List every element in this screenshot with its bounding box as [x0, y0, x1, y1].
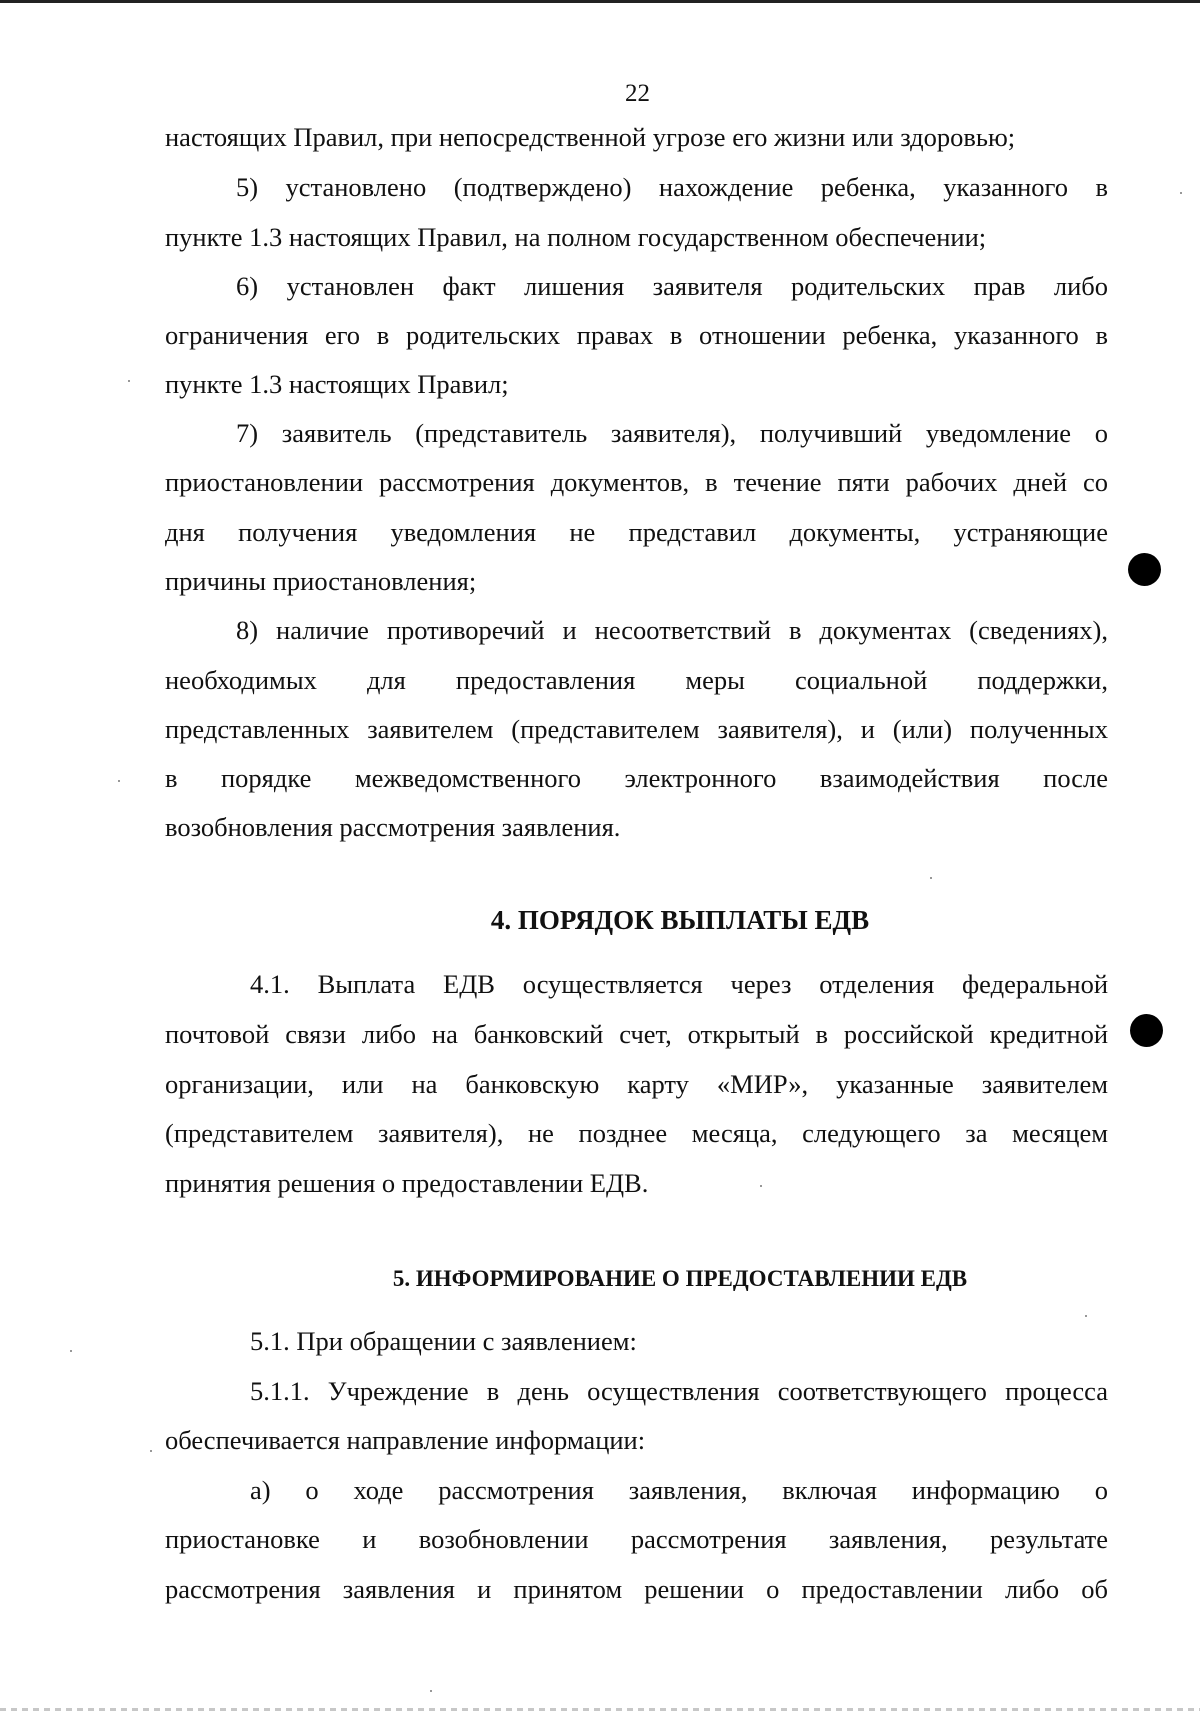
- text-line: организации, или на банковскую карту «МИР», указанные заявителем: [165, 1069, 1108, 1099]
- text-line: (представителем заявителя), не позднее месяца, следующего за месяцем: [165, 1118, 1108, 1148]
- scan-bottom-edge: [0, 1708, 1200, 1711]
- text-line: в порядке межведомственного электронного взаимодействия после: [165, 763, 1108, 793]
- text-line: 4.1. Выплата ЕДВ осуществляется через отделения федеральной: [250, 969, 1108, 999]
- text-line: приостановке и возобновлении рассмотрения заявления, результате: [165, 1524, 1108, 1554]
- text-line: 5.1.1. Учреждение в день осуществления соответствующего процесса: [250, 1376, 1108, 1406]
- section-heading-4: 4. ПОРЯДОК ВЫПЛАТЫ ЕДВ: [490, 905, 870, 935]
- text-line: представленных заявителем (представителем заявителя), и (или) полученных: [165, 714, 1108, 744]
- text-line: рассмотрения заявления и принятом решении о предоставлении либо об: [165, 1574, 1108, 1604]
- scan-speck: [70, 1350, 72, 1352]
- scan-speck: [430, 1690, 432, 1692]
- text-line: обеспечивается направление информации:: [165, 1425, 646, 1455]
- scan-speck: [1180, 192, 1182, 194]
- punch-hole-mark: [1130, 1014, 1163, 1047]
- text-line: ограничения его в родительских правах в отношении ребенка, указанного в: [165, 320, 1108, 350]
- text-line: дня получения уведомления не представил документы, устраняющие: [165, 517, 1108, 547]
- text-line: пункте 1.3 настоящих Правил;: [165, 369, 509, 399]
- text-line: а) о ходе рассмотрения заявления, включая информацию о: [250, 1475, 1108, 1505]
- scan-speck: [930, 877, 932, 879]
- text-line: пункте 1.3 настоящих Правил, на полном государственном обеспечении;: [165, 222, 987, 252]
- text-line: 5) установлено (подтверждено) нахождение ребенка, указанного в: [236, 172, 1108, 202]
- text-line: 7) заявитель (представитель заявителя), получивший уведомление о: [236, 418, 1108, 448]
- text-line: 5.1. При обращении с заявлением:: [250, 1326, 637, 1356]
- text-line: причины приостановления;: [165, 566, 477, 596]
- text-line: настоящих Правил, при непосредственной угрозе его жизни или здоровью;: [165, 122, 1016, 152]
- text-line: 6) установлен факт лишения заявителя родительских прав либо: [236, 271, 1108, 301]
- text-line: возобновления рассмотрения заявления.: [165, 812, 621, 842]
- text-line: 8) наличие противоречий и несоответствий в документах (сведениях),: [236, 615, 1108, 645]
- scan-top-border: [0, 0, 1200, 3]
- text-line: приостановлении рассмотрения документов, в течение пяти рабочих дней со: [165, 467, 1108, 497]
- page-number: 22: [625, 80, 650, 107]
- section-heading-5: 5. ИНФОРМИРОВАНИЕ О ПРЕДОСТАВЛЕНИИ ЕДВ: [392, 1266, 968, 1291]
- punch-hole-mark: [1128, 553, 1161, 586]
- text-line: необходимых для предоставления меры социальной поддержки,: [165, 665, 1108, 695]
- text-line: принятия решения о предоставлении ЕДВ.: [165, 1168, 649, 1198]
- text-line: почтовой связи либо на банковский счет, открытый в российской кредитной: [165, 1019, 1108, 1049]
- scan-speck: [760, 1185, 762, 1187]
- scan-speck: [118, 780, 120, 782]
- scan-speck: [128, 380, 130, 382]
- scan-speck: [150, 1450, 152, 1452]
- scan-speck: [1085, 1315, 1087, 1317]
